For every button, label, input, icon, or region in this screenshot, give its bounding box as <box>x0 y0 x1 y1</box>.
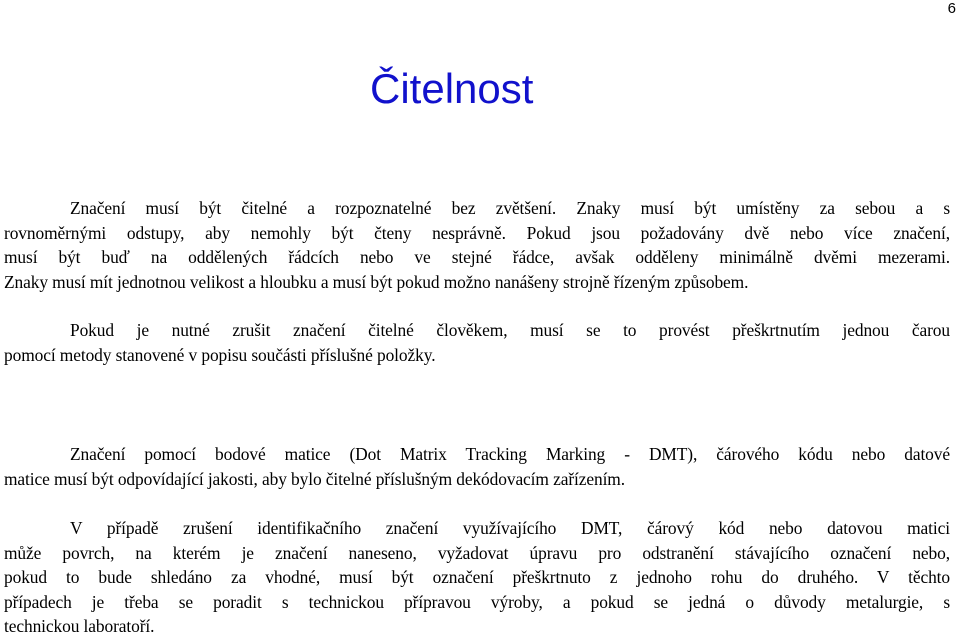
paragraph-line: Značení pomocí bodové matice (Dot Matrix Tracking Marking - DMT), čárového kódu nebo datové <box>70 444 950 464</box>
paragraph-dmt-cancellation <box>4 516 950 639</box>
paragraph-line: pokud to bude shledáno za vhodné, musí být označení přeškrtnuto z jednoho rohu do druhého. V těchto <box>4 567 950 587</box>
paragraph-line: matice musí být odpovídající jakosti, aby bylo čitelné příslušným dekódovacím zařízením. <box>4 468 625 489</box>
paragraph-dmt-quality <box>4 442 950 491</box>
paragraph-line: pomocí metody stanovené v popisu součásti příslušné položky. <box>4 344 436 365</box>
page-title: Čitelnost <box>370 65 534 112</box>
paragraph-cancel-marking <box>4 318 950 367</box>
paragraph-line: musí být buď na oddělených řádcích nebo ve stejné řádce, avšak odděleny minimálně dvěmi mezerami. <box>4 247 950 267</box>
page-number: 6 <box>947 0 956 17</box>
paragraph-line: Značení musí být čitelné a rozpoznatelné bez zvětšení. Znaky musí být umístěny za sebou a s <box>70 198 950 218</box>
paragraph-line: Pokud je nutné zrušit značení čitelné člověkem, musí se to provést přeškrtnutím jednou čarou <box>70 320 950 340</box>
paragraph-line: technickou laboratoří. <box>4 616 155 636</box>
paragraph-line: Znaky musí mít jednotnou velikost a hloubku a musí být pokud možno nanášeny strojně řízeným způsobem. <box>4 271 749 292</box>
paragraph-line: rovnoměrnými odstupy, aby nemohly být čteny nesprávně. Pokud jsou požadovány dvě nebo více značení, <box>4 222 950 243</box>
paragraph-legibility-requirements <box>4 196 950 294</box>
paragraph-line: V případě zrušení identifikačního značení využívajícího DMT, čárový kód nebo datovou matici <box>70 518 950 538</box>
paragraph-line: případech je třeba se poradit s technickou přípravou výroby, a pokud se jedná o důvody metalurgie, s <box>4 591 950 612</box>
paragraph-line: může povrch, na kterém je značení naneseno, vyžadovat úpravu pro odstranění stávajícího označení nebo, <box>4 542 950 563</box>
